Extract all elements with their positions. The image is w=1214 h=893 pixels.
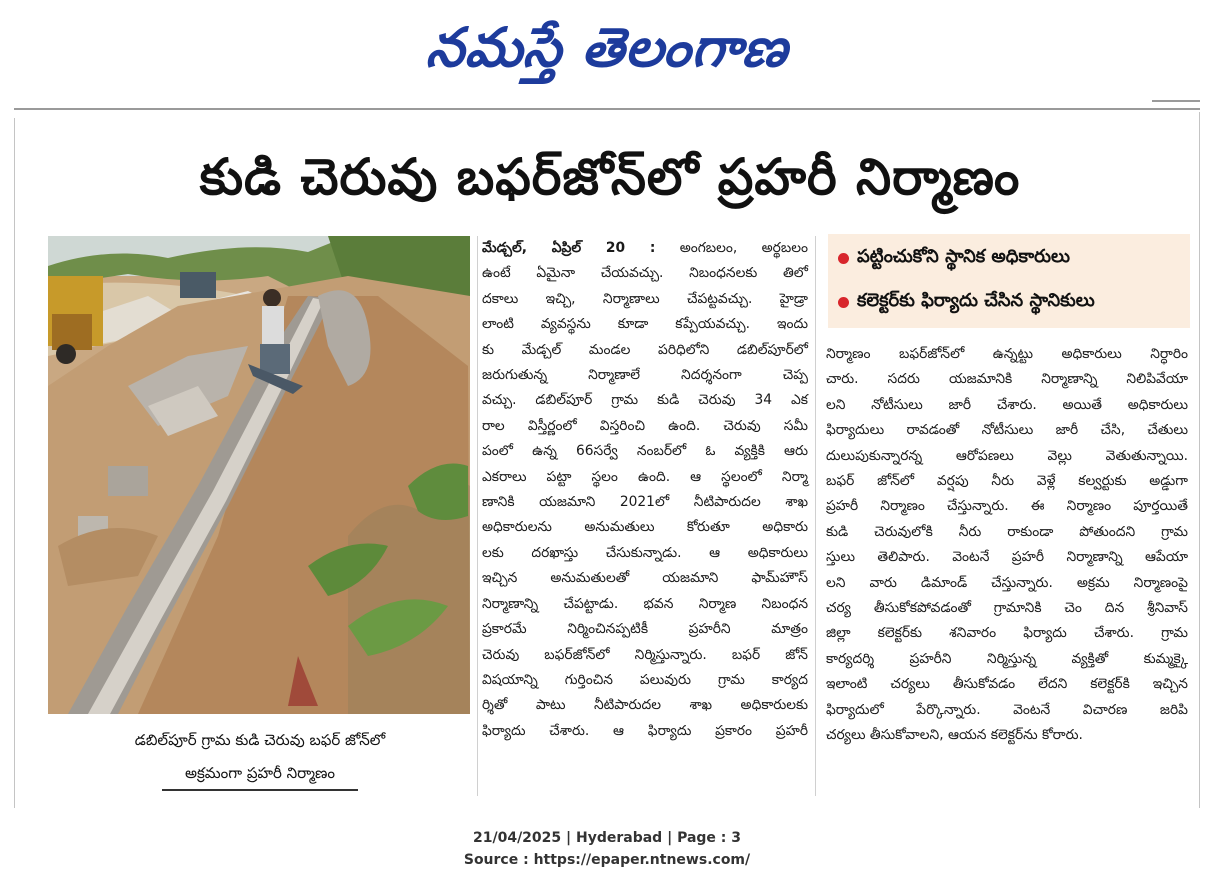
article-photo [48, 236, 470, 714]
body-line: కు మేడ్చల్‌ మండల పరిధిలోని డబిల్‌పూర్‌లో [482, 341, 808, 358]
body-line: పంలో ఉన్న 66సర్వే నంబర్‌లో ఓ వ్యక్తికి ఆరు [482, 443, 808, 460]
bullet-icon [838, 297, 849, 308]
photo-caption-line: అక్రమంగా ప్రహరీ నిర్మాణం [184, 764, 336, 782]
body-line: చారు. సదరు యజమానికి నిర్మాణాన్ని నిలిపివేయా [826, 371, 1188, 388]
clipping-right-border [1199, 112, 1200, 808]
masthead [0, 0, 1214, 108]
column-divider [815, 236, 816, 796]
body-line: ఫిర్యాదు చేశారు. ఆ ఫిర్యాదు ప్రకారం ప్రహరీ [482, 722, 808, 739]
clipping-left-border [14, 118, 15, 808]
body-line: రాల విస్తీర్ణంలో విస్తరించి ఉంది. చెరువు సమీ [482, 417, 808, 434]
newspaper-logo: నమస్తే తెలంగాణ [424, 15, 791, 79]
body-line: ఇలాంటి చర్యలు తీసుకోవడం లేదని కలెక్టర్‌కి ఇచ్చిన [826, 676, 1188, 693]
body-line: జరుగుతున్న నిర్మాణాలే నిదర్శనంగా చెప్ప [482, 367, 808, 384]
photo-caption [60, 724, 460, 790]
article-headline: కుడి చెరువు బఫర్‌జోన్‌లో ప్రహరీ నిర్మాణం [199, 148, 1021, 206]
body-line: కుడి చెరువులోకి నీరు రాకుండా పోతుందని గ్రామ [826, 523, 1188, 540]
body-line: స్తులు తెలిపారు. వెంటనే ప్రహరీ నిర్మాణాన్ని ఆపేయా [826, 549, 1188, 566]
body-line: జిల్లా కలెక్టర్‌కు శనివారం ఫిర్యాదు చేశారు. గ్రామ [826, 625, 1188, 642]
body-line: చర్య తీసుకోకపోవడంతో గ్రామానికి చెం దిన శ్రీనివాస్‌ [826, 600, 1188, 617]
column-divider [477, 236, 478, 796]
body-line: లని వారు డిమాండ్‌ చేస్తున్నారు. అక్రమ నిర్మాణంపై [826, 574, 1188, 591]
body-line: ఫిర్యాదులో పేర్కొన్నారు. వెంటనే విచారణ జరిపి [826, 701, 1188, 718]
body-line: బఫర్‌ జోన్‌లో వర్షపు నీరు వెళ్లే కల్వర్టుకు అడ్డుగా [826, 473, 1188, 490]
body-line: లకు దరఖాస్తు చేసుకున్నాడు. ఆ అధికారులు [482, 544, 808, 561]
body-line: విషయాన్ని గుర్తించిన పలువురు గ్రామ కార్యద [482, 671, 808, 688]
body-line: చర్యలు తీసుకోవాలని, ఆయన కలెక్టర్‌ను కోరారు. [826, 727, 1083, 744]
body-line: లని నోటీసులు జారీ చేశారు. అయితే అధికారులు [826, 396, 1188, 413]
dateline: మేడ్చల్‌, ఏప్రిల్‌ 20 : [482, 240, 656, 256]
highlight-item [838, 282, 1095, 322]
highlight-item [838, 238, 1070, 278]
body-line: కార్యదర్శి ప్రహరీని నిర్మిస్తున్న వ్యక్తితో కుమ్మక్కై [826, 650, 1188, 667]
body-line: నిర్మాణం బఫర్‌జోన్‌లో ఉన్నట్టు అధికారులు నిర్ధారిం [826, 346, 1188, 362]
masthead-divider-accent [1152, 100, 1200, 102]
body-line: అధికారులను అనుమతులు కోరుతూ అధికారు [482, 519, 808, 536]
highlight-text: పట్టించుకోని స్థానిక అధికారులు [857, 245, 1070, 267]
body-line: చెరువు బఫర్‌జోన్‌లో నిర్మిస్తున్నారు. బఫర్‌ జోన్‌ [482, 646, 808, 663]
body-line: వచ్చు. డబిల్‌పూర్‌ గ్రామ కుడి చెరువు 34 ఎక [482, 392, 808, 409]
body-line: నిర్మాణాన్ని చేపట్టాడు. భవన నిర్మాణ నిబంధన [482, 595, 808, 612]
body-line: ణానికి యజమాని 2021లో నీటిపారుదల శాఖ [482, 494, 808, 511]
body-line [482, 236, 808, 261]
photo-caption-line: డబిల్‌పూర్‌ గ్రామ కుడి చెరువు బఫర్‌ జోన్‌లో [134, 731, 386, 749]
body-line: దకాలు ఇచ్చి, నిర్మాణాలు చేపట్టవచ్చు. హైడ్రా [482, 290, 808, 307]
body-line: ప్రకారమే నిర్మించినప్పటికీ ప్రహరీని మాత్రం [482, 621, 808, 638]
article-body-column-middle [482, 236, 808, 744]
footer-date-location: 21/04/2025 | Hyderabad | Page : 3 [472, 830, 742, 846]
masthead-divider [14, 108, 1200, 110]
body-line: ఇచ్చిన అనుమతులతో యజమాని ఫామ్‌హౌస్‌ [482, 570, 808, 587]
caption-underline [162, 789, 358, 791]
highlights-box [828, 234, 1190, 328]
body-line: ర్శితో పాటు నీటిపారుదల శాఖ అధికారులకు [482, 697, 808, 714]
body-line: దులుపుకున్నారన్న ఆరోపణలు వెల్లు వెతుతున్నాయి. [826, 447, 1188, 464]
body-text: అంగబలం, అర్థబలం [679, 240, 808, 256]
body-line: ప్రహరీ నిర్మాణం చేస్తున్నారు. ఈ నిర్మాణం పూర్తయితే [826, 498, 1188, 515]
footer-source: Source : https://epaper.ntnews.com/ [463, 852, 751, 868]
body-line: ఉంటే ఏమైనా చేయవచ్చు. నిబంధనలకు తిలో [482, 265, 808, 282]
body-line: ఫిర్యాదులు రావడంతో నోటీసులు జారీ చేసి, చేతులు [826, 422, 1188, 439]
highlight-text: కలెక్టర్‌కు ఫిర్యాదు చేసిన స్థానికులు [857, 289, 1095, 311]
article-body-column-right [826, 342, 1188, 749]
body-line: ఎకరాలు పట్టా స్థలం ఉంది. ఆ స్థలంలో నిర్మా [482, 468, 808, 485]
body-line: లాంటి వ్యవస్థను కూడా కప్పేయవచ్చు. ఇందు [482, 316, 808, 333]
bullet-icon [838, 253, 849, 264]
